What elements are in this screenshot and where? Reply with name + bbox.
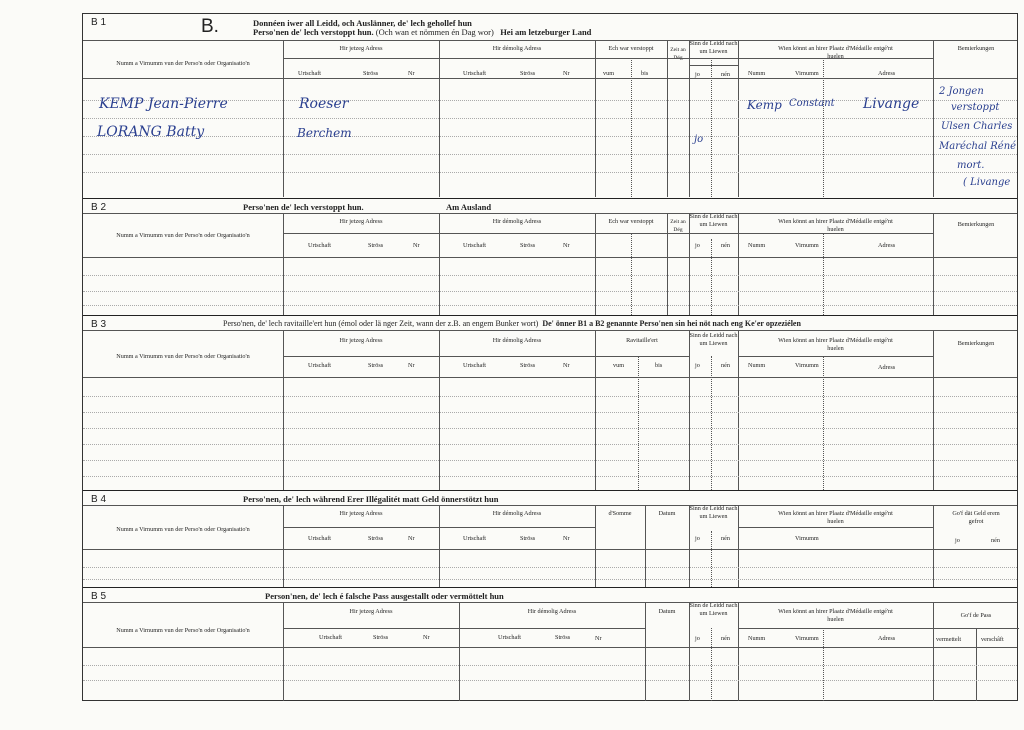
column-divider xyxy=(711,239,712,315)
row-line xyxy=(83,305,1017,306)
sub-first: Virnumm xyxy=(795,242,819,249)
header-medal: Wien könnt an hirer Plaatz d'Médaille entgé'nt huelen xyxy=(778,45,893,60)
header-date: Datum xyxy=(658,510,676,517)
header-date: Datum xyxy=(658,608,676,615)
sub-yes: jo xyxy=(695,71,700,78)
sub-place: Urtschaft xyxy=(319,634,343,641)
header-bottom-rule xyxy=(83,78,1017,79)
section-title xyxy=(223,319,801,328)
header-subrule xyxy=(283,356,689,357)
column-divider xyxy=(439,330,440,490)
header-hidden: Ech war verstoppt xyxy=(608,218,654,225)
sub-place: Urtschaft xyxy=(308,535,332,542)
handwritten-medal-address: Livange xyxy=(863,96,920,112)
column-divider xyxy=(933,330,934,490)
row-line xyxy=(83,136,1017,137)
sub-nr: Nr xyxy=(563,362,570,369)
header-medal: Wien könnt an hirer Plaatz d'Médaille entgé'nt huelen xyxy=(778,218,893,233)
title-part: De' önner B1 a B2 genannte Perso'nen sin hei nöt nach eng Ke'er opzeziélen xyxy=(542,319,801,328)
section-b1 xyxy=(83,14,1017,197)
column-divider xyxy=(689,213,690,315)
header-supplied: Ravitaille'ert xyxy=(626,337,658,344)
section-letter: B. xyxy=(201,16,219,37)
row-line xyxy=(83,428,1017,429)
sub-place: Urtschaft xyxy=(463,362,487,369)
sub-yes: jo xyxy=(695,362,700,369)
header-current-address: Hir jetzeg Adress xyxy=(339,510,383,517)
sub-street: Ströss xyxy=(368,362,384,369)
handwritten-remark: 2 Jongen xyxy=(939,86,984,97)
header-time: Zeit an Dég xyxy=(670,219,686,233)
handwritten-name: KEMP Jean-Pierre xyxy=(99,96,228,112)
column-divider xyxy=(283,602,284,701)
sub-address: Adress xyxy=(878,364,896,371)
sub-no: nén xyxy=(721,362,730,369)
sub-nr: Nr xyxy=(423,634,430,641)
sub-name: Numm xyxy=(748,635,766,642)
header-sum: d'Somme xyxy=(608,510,632,517)
column-divider xyxy=(459,602,460,701)
header-subrule xyxy=(283,58,738,59)
column-divider xyxy=(689,330,690,490)
header-alive: Sinn de Leidd nach um Liewen xyxy=(689,602,738,617)
column-divider xyxy=(645,602,646,701)
handwritten-medal-first: Constant xyxy=(789,98,835,109)
section-code: B 1 xyxy=(91,17,107,28)
header-subrule xyxy=(689,65,738,66)
row-line xyxy=(83,665,1017,666)
section-b2 xyxy=(83,198,1017,315)
sub-from: vum xyxy=(613,362,625,369)
header-former-address: Hir démolig Adress xyxy=(527,608,577,615)
header-subrule xyxy=(283,628,645,629)
sub-nr: Nr xyxy=(408,70,415,77)
section-b4 xyxy=(83,490,1017,587)
header-rule xyxy=(83,40,1017,41)
header-remarks: Bemierkungen xyxy=(957,340,995,347)
section-code: B 5 xyxy=(91,591,107,602)
header-current-address: Hir jetzeg Adress xyxy=(339,337,383,344)
row-line xyxy=(83,118,1017,119)
sub-yes: jo xyxy=(695,242,700,249)
sub-nr: Nr xyxy=(563,535,570,542)
sub-address: Adress xyxy=(878,70,896,77)
header-name: Numm a Virnumm vun der Perso'n oder Organisatio'n xyxy=(116,353,250,360)
sub-street: Ströss xyxy=(520,70,536,77)
section-subtitle xyxy=(253,27,591,37)
section-code: B 2 xyxy=(91,202,107,213)
row-line xyxy=(83,579,1017,580)
row-line xyxy=(83,172,1017,173)
handwritten-remark: verstoppt xyxy=(951,102,1000,113)
sub-place: Urtschaft xyxy=(308,242,332,249)
header-alive: Sinn de Leidd nach um Liewen xyxy=(689,213,738,228)
section-title: Perso'nen, de' lech während Erer Illégalitét matt Geld önnerstötzt hun xyxy=(243,494,499,504)
sub-no: nén xyxy=(721,71,730,78)
header-remarks: Bemierkungen xyxy=(957,221,995,228)
header-rule xyxy=(83,505,1017,506)
sub-no: nén xyxy=(991,537,1000,544)
sub-place: Urtschaft xyxy=(498,634,522,641)
handwritten-remark: Ulsen Charles xyxy=(941,121,1013,132)
header-name: Numm a Virnumm vun der Perso'n oder Organisatio'n xyxy=(116,627,250,634)
section-title: Donnéen iwer all Leidd, och Auslänner, de' lech gehollef hun xyxy=(253,18,472,28)
sub-yes: jo xyxy=(695,635,700,642)
sub-address: Adress xyxy=(878,242,896,249)
header-time: Zeit an Dég xyxy=(670,47,686,61)
sub-street: Ströss xyxy=(363,70,379,77)
sub-no: nén xyxy=(721,535,730,542)
header-rule xyxy=(83,602,1017,603)
sub-street: Ströss xyxy=(520,362,536,369)
sub-street: Ströss xyxy=(555,634,571,641)
header-subrule xyxy=(738,628,933,629)
header-former-address: Hir démolig Adress xyxy=(492,218,542,225)
sub-name: Numm xyxy=(748,242,766,249)
section-b5 xyxy=(83,587,1017,701)
header-subrule xyxy=(738,527,933,528)
header-subrule xyxy=(738,356,933,357)
sub-place: Urtschaft xyxy=(308,362,332,369)
header-subrule xyxy=(738,233,933,234)
header-subrule xyxy=(738,58,933,59)
sub-place: Urtschaft xyxy=(298,70,322,77)
row-line xyxy=(83,396,1017,397)
sub-nr: Nr xyxy=(595,635,602,642)
sub-nr: Nr xyxy=(413,242,420,249)
header-name: Numm a Virnumm vun der Perso'n oder Organisatio'n xyxy=(116,526,250,533)
header-alive: Sinn de Leidd nach um Liewen xyxy=(689,332,738,347)
sub-mediated: vermettelt xyxy=(936,636,962,643)
row-line xyxy=(83,444,1017,445)
sub-nr: Nr xyxy=(563,70,570,77)
row-line xyxy=(83,476,1017,477)
sub-address: Adress xyxy=(878,635,896,642)
column-divider xyxy=(439,213,440,315)
header-former-address: Hir démolig Adress xyxy=(492,337,542,344)
row-line xyxy=(83,291,1017,292)
handwritten-remark: Maréchal Réné xyxy=(939,141,1017,152)
column-divider xyxy=(595,330,596,490)
header-remarks: Bemierkungen xyxy=(957,45,995,52)
sub-first: Virnumm xyxy=(795,362,819,369)
title-part: Perso'nen, de' lech ravitaille'ert hun (émol oder lä nger Zeit, wann der z.B. an engem Bunker wort) xyxy=(223,319,539,328)
sub-name: Numm xyxy=(748,70,766,77)
header-name: Numm a Virnumm vun der Perso'n oder Organisatio'n xyxy=(116,232,250,239)
handwritten-remark: mort. xyxy=(957,160,985,171)
handwritten-place: Roeser xyxy=(299,96,349,112)
sub-first: Virnumm xyxy=(795,635,819,642)
header-bottom-rule xyxy=(83,647,1017,648)
sub-made: verschâft xyxy=(981,636,1004,643)
header-former-address: Hir démolig Adress xyxy=(492,510,542,517)
sub-street: Ströss xyxy=(368,535,384,542)
row-line xyxy=(83,680,1017,681)
header-subrule xyxy=(283,527,595,528)
section-code: B 3 xyxy=(91,319,107,330)
handwritten-name: LORANG Batty xyxy=(97,124,205,140)
row-line xyxy=(83,412,1017,413)
header-bottom-rule xyxy=(83,257,1017,258)
header-hidden: Ech war verstoppt xyxy=(608,45,654,52)
column-divider xyxy=(738,330,739,490)
column-divider xyxy=(595,213,596,315)
section-title-location: Am Ausland xyxy=(446,202,492,212)
handwritten-remark: ( Livange xyxy=(963,177,1011,188)
subtitle-part: Hei am letzeburger Land xyxy=(500,27,592,37)
header-subrule xyxy=(933,628,1019,629)
subtitle-part: (Och wan et nömmen én Dag wor) xyxy=(375,27,494,37)
sub-to: bis xyxy=(641,70,649,77)
header-alive: Sinn de Leidd nach um Liewen xyxy=(689,40,738,55)
row-line xyxy=(83,460,1017,461)
header-bottom-rule xyxy=(83,549,1017,550)
section-code: B 4 xyxy=(91,494,107,505)
handwritten-alive-yes: jo xyxy=(694,134,704,145)
sub-street: Ströss xyxy=(520,242,536,249)
header-medal: Wien könnt an hirer Plaatz d'Médaille entgé'nt huelen xyxy=(778,337,893,352)
header-alive: Sinn de Leidd nach um Liewen xyxy=(689,505,738,520)
sub-place: Urtschaft xyxy=(463,242,487,249)
header-bottom-rule xyxy=(83,377,1017,378)
header-name: Numm a Virnumm vun der Perso'n oder Organisatio'n xyxy=(116,60,250,67)
section-title: Perso'nen de' lech verstoppt hun. xyxy=(243,202,364,212)
handwritten-place: Berchem xyxy=(297,126,352,140)
sub-yes: jo xyxy=(695,535,700,542)
sub-name: Numm xyxy=(748,362,766,369)
header-medal: Wien könnt an hirer Plaatz d'Médaille entgé'nt huelen xyxy=(778,608,893,623)
sub-place: Urtschaft xyxy=(463,535,487,542)
sub-to: bis xyxy=(655,362,663,369)
column-divider xyxy=(823,233,824,315)
section-title: Person'nen, de' lech é falsche Pass ausgestallt oder vermöttelt hun xyxy=(265,591,504,601)
row-line xyxy=(83,567,1017,568)
sub-nr: Nr xyxy=(408,362,415,369)
header-current-address: Hir jetzeg Adress xyxy=(339,218,383,225)
handwritten-medal-name: Kemp xyxy=(747,98,782,112)
header-current-address: Hir jetzeg Adress xyxy=(349,608,393,615)
header-rule xyxy=(83,213,1017,214)
sub-from: vum xyxy=(603,70,615,77)
column-divider xyxy=(631,233,632,315)
row-line xyxy=(83,275,1017,276)
sub-first: Virnumm xyxy=(795,70,819,77)
sub-street: Ströss xyxy=(373,634,389,641)
sub-no: nén xyxy=(721,242,730,249)
sub-street: Ströss xyxy=(520,535,536,542)
header-pass: Go'f de Pass xyxy=(960,612,992,619)
sub-street: Ströss xyxy=(368,242,384,249)
header-money-returned: Go'f dät Geld erem gefrot xyxy=(952,510,1000,525)
header-current-address: Hir jetzeg Adress xyxy=(339,45,383,52)
sub-nr: Nr xyxy=(408,535,415,542)
header-rule xyxy=(83,330,1017,331)
section-b3 xyxy=(83,315,1017,490)
column-divider xyxy=(283,213,284,315)
header-medal: Wien könnt an hirer Plaatz d'Médaille entgé'nt huelen xyxy=(778,510,893,525)
sub-first: Virnumm xyxy=(795,535,819,542)
row-line xyxy=(83,154,1017,155)
form-frame xyxy=(82,13,1018,701)
header-former-address: Hir démolig Adress xyxy=(492,45,542,52)
column-divider xyxy=(283,330,284,490)
header-subrule xyxy=(283,233,738,234)
sub-nr: Nr xyxy=(563,242,570,249)
subtitle-part: Perso'nen de' lech verstoppt hun. xyxy=(253,27,374,37)
sub-no: nén xyxy=(721,635,730,642)
sub-yes: jo xyxy=(955,537,960,544)
sub-place: Urtschaft xyxy=(463,70,487,77)
